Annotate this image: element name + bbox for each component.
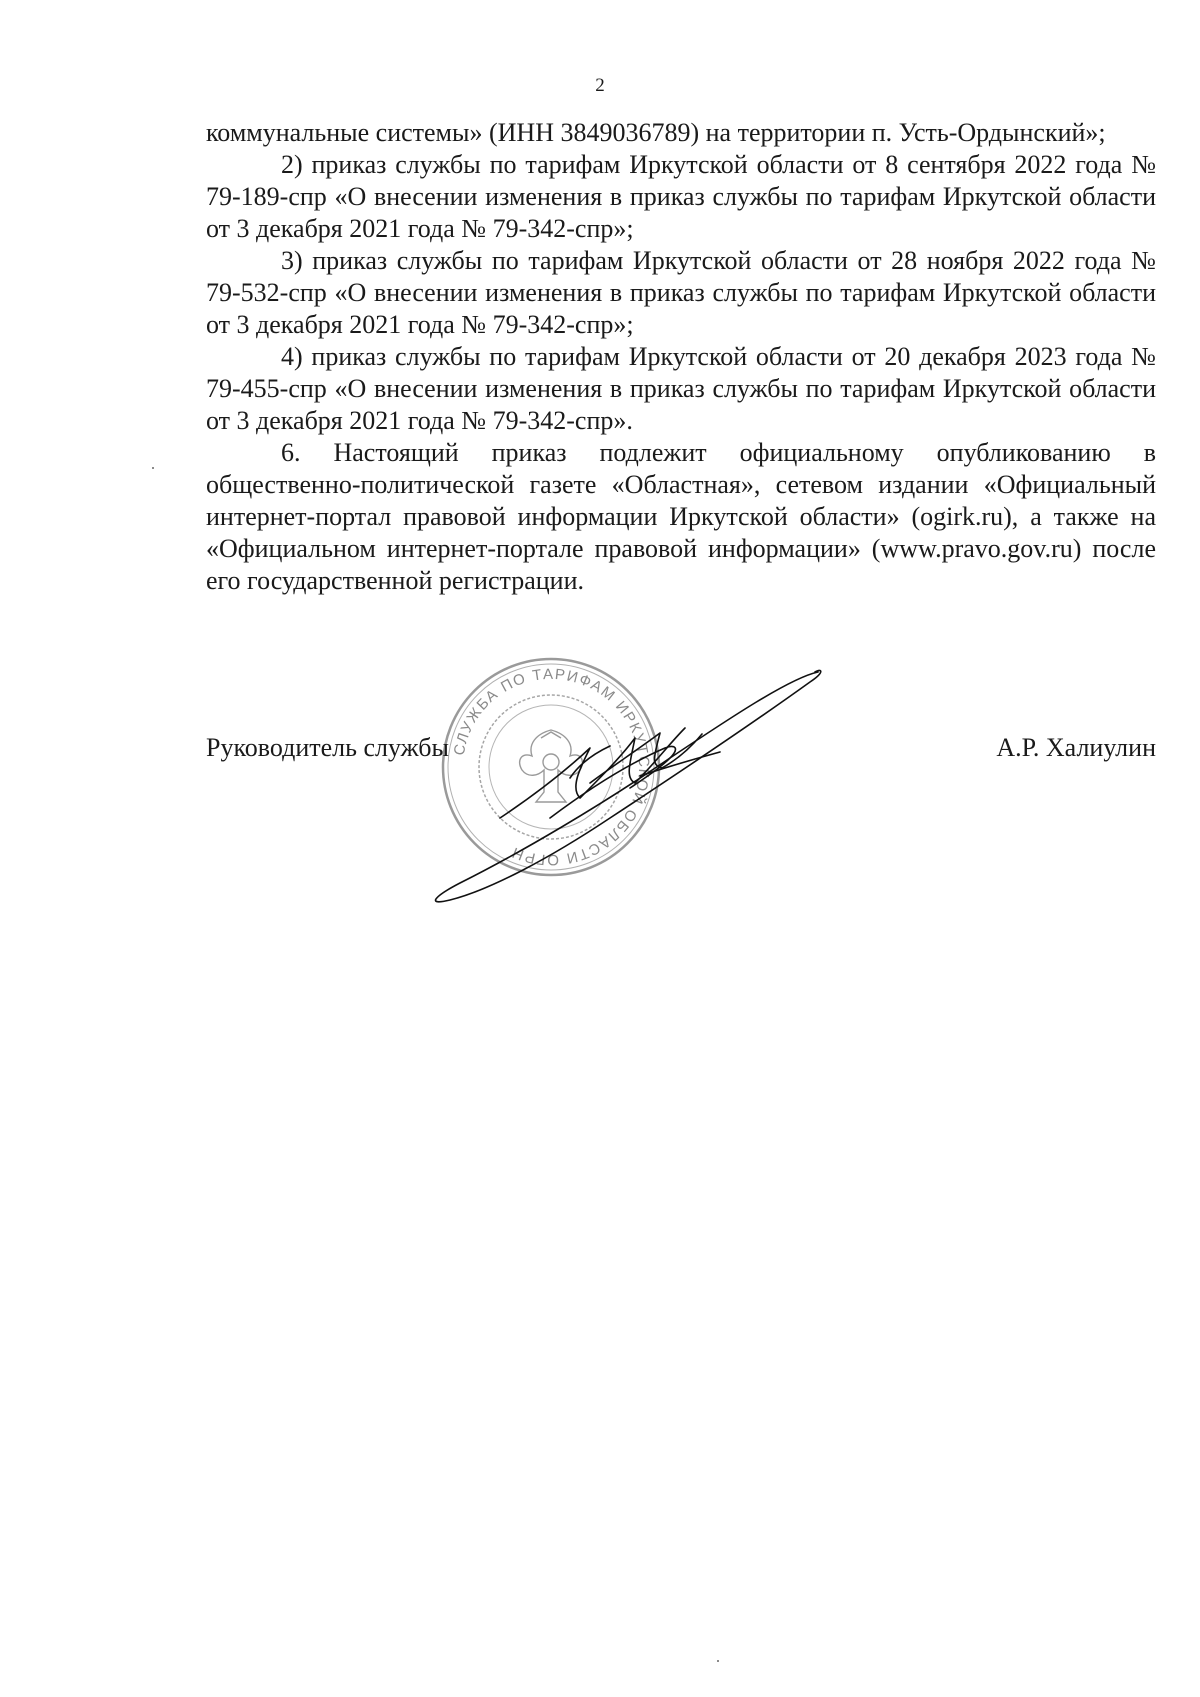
document-body bbox=[206, 117, 1156, 597]
page-number: 2 bbox=[595, 75, 605, 96]
paragraph-item-6: 6. Настоящий приказ подлежит официальному опубликованию в общественно-политической газете «Областная», сетевом издании «Официальный интернет-портал правовой информации Иркутской области» (ogirk.ru), а также на «Официальном интернет-портале правовой информации» (www.pravo.gov.ru) после его государственной регистрации. bbox=[206, 438, 1156, 595]
stamp-text: СЛУЖБА ПО ТАРИФАМ ИРКУТСКОЙ ОБЛАСТИ ОГРН bbox=[450, 665, 653, 869]
paragraph-item-3: 3) приказ службы по тарифам Иркутской области от 28 ноября 2022 года № 79-532-спр «О внесении изменения в приказ службы по тарифам Иркутской области от 3 декабря 2021 года № 79-342-спр»; bbox=[206, 246, 1156, 339]
paragraph-item-2: 2) приказ службы по тарифам Иркутской области от 8 сентября 2022 года № 79-189-спр «О внесении изменения в приказ службы по тарифам Иркутской области от 3 декабря 2021 года № 79-342-спр»; bbox=[206, 150, 1156, 243]
scan-speck bbox=[152, 467, 154, 469]
scan-speck bbox=[717, 1660, 719, 1662]
paragraph-item-4: 4) приказ службы по тарифам Иркутской области от 20 декабря 2023 года № 79-455-спр «О внесении изменения в приказ службы по тарифам Иркутской области от 3 декабря 2021 года № 79-342-спр». bbox=[206, 342, 1156, 435]
signatory-name: А.Р. Халиулин bbox=[996, 733, 1156, 762]
paragraph-continuation: коммунальные системы» (ИНН 3849036789) на территории п. Усть-Ордынский»; bbox=[206, 118, 1106, 147]
signatory-title: Руководитель службы bbox=[206, 733, 449, 762]
handwritten-signature bbox=[430, 665, 830, 908]
